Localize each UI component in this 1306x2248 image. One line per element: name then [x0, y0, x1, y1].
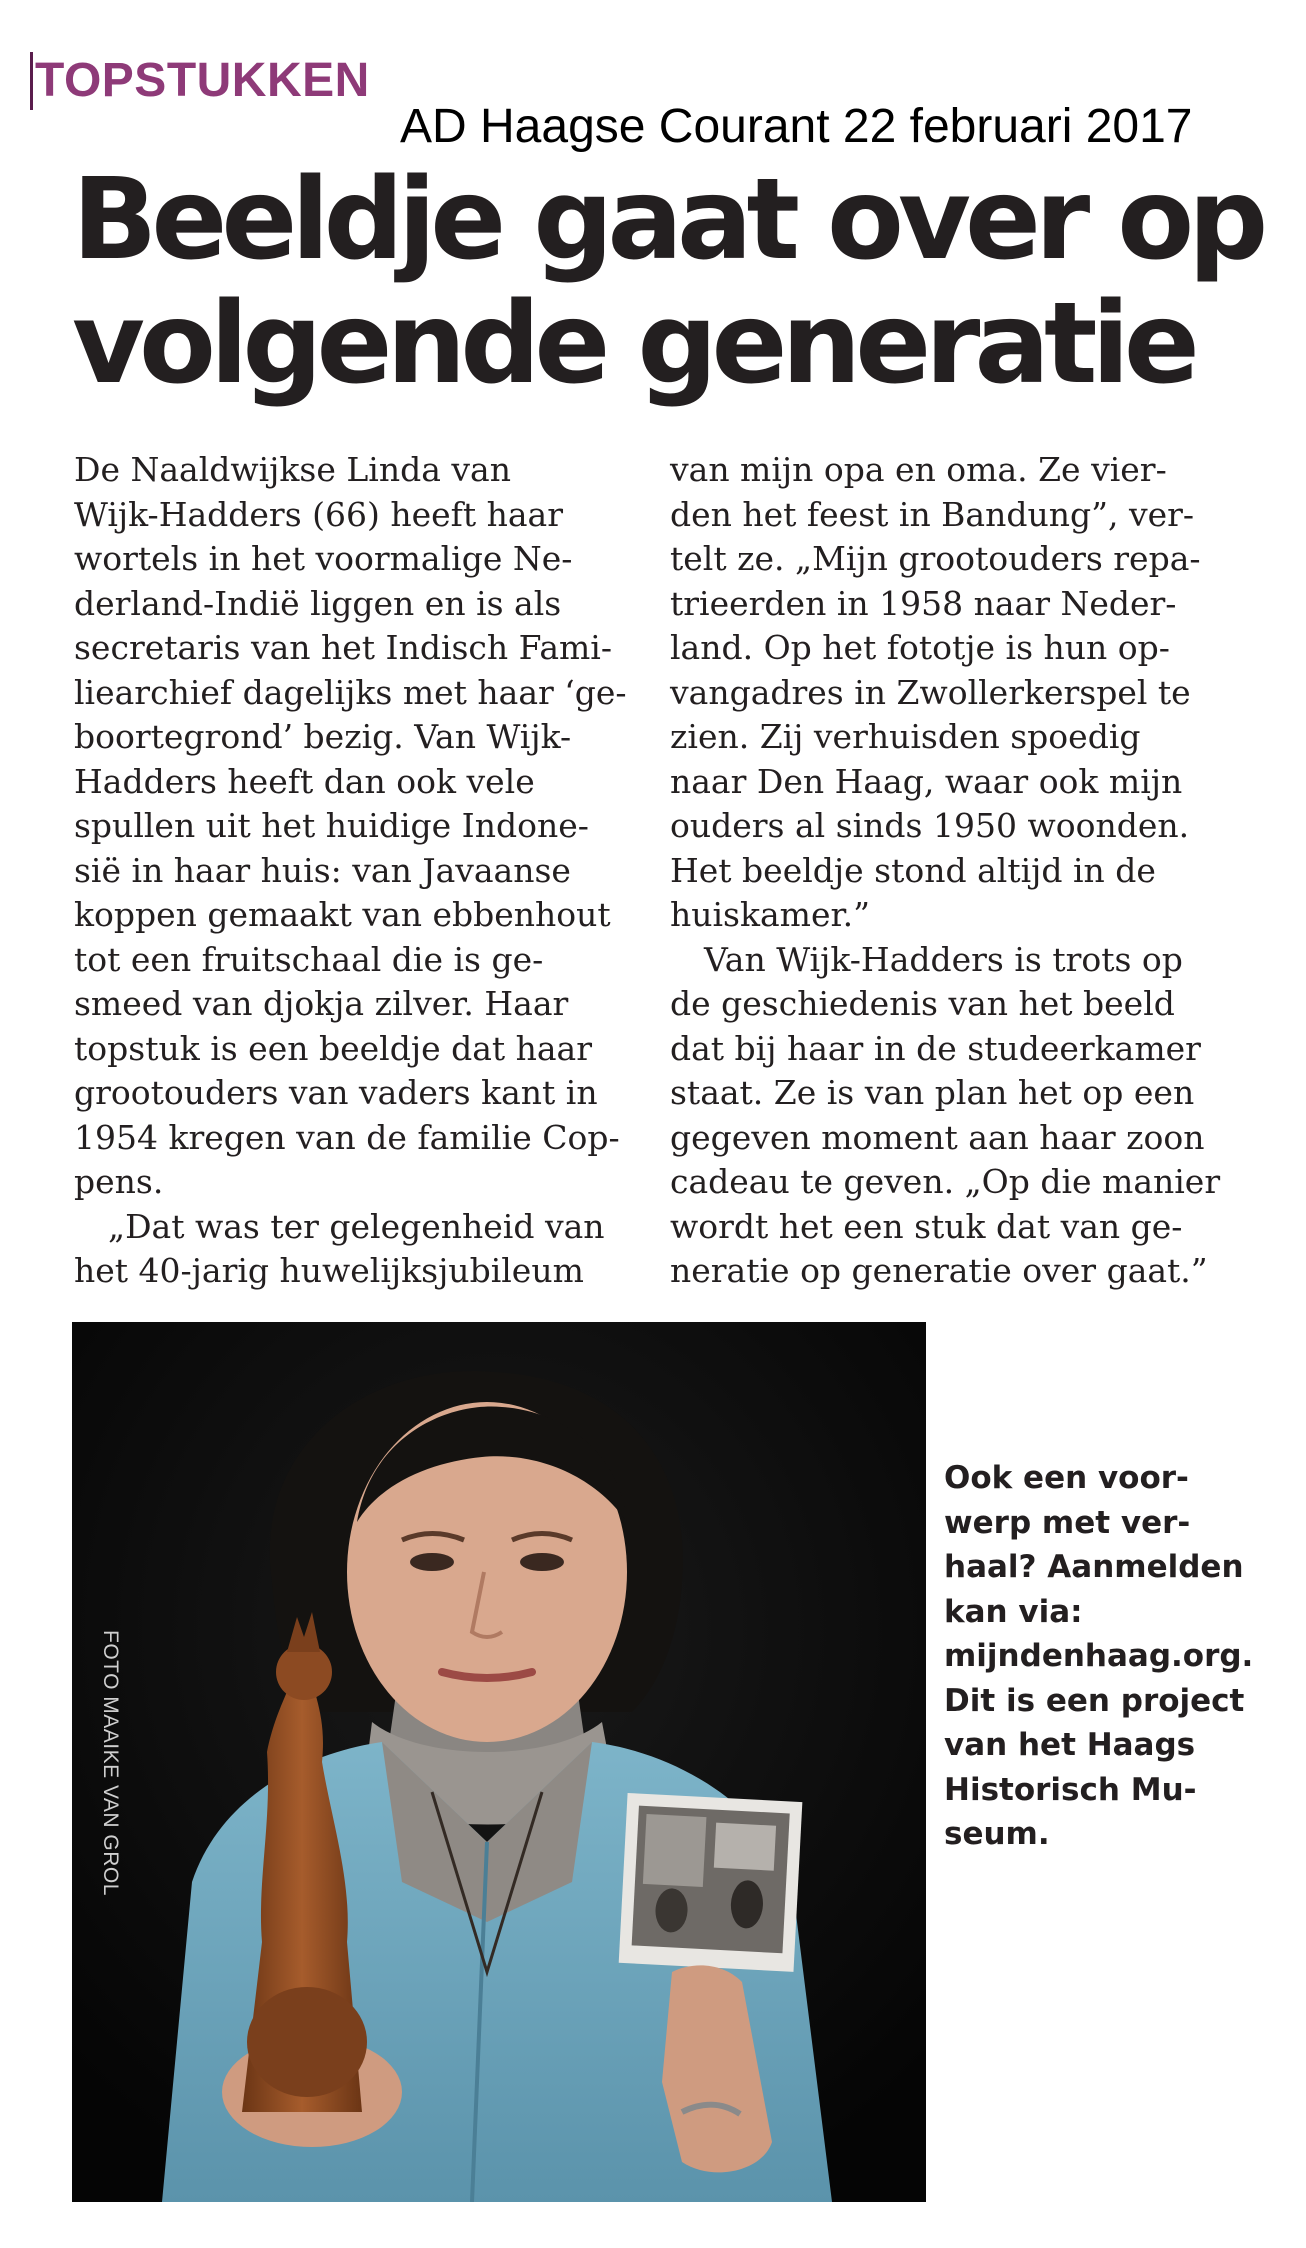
portrait-photo: [72, 1322, 926, 2202]
paragraph: De Naaldwijkse Linda van Wijk-Hadders (66) heeft haar wortels in het voormalige Ne- derland-Indië liggen en is als secretaris van het Indisch Fami- liearchief dagelijks met haar ‘ge- boortegrond’ bezig. Van Wijk- Hadders heeft dan ook vele spullen uit het huidige Indone- sië in haar huis: van Javaanse koppen gemaakt van ebbenhout tot een fruitschaal die is ge- smeed van djokja zilver. Haar topstuk is een beeldje dat haar grootouders van vaders kant in 1954 kregen van de familie Cop- pens.: [74, 450, 627, 1201]
portrait-illustration: [72, 1322, 926, 2202]
headline: Beeldje gaat over op volgende generatie: [72, 155, 1263, 409]
publication-line: AD Haagse Courant 22 februari 2017: [400, 100, 1193, 153]
section-label: TOPSTUKKEN: [30, 52, 395, 110]
photo-credit: FOTO MAAIKE VAN GROL: [99, 1630, 122, 1896]
article-column-right: [670, 448, 1230, 1298]
sidebar-callout: Ook een voor- werp met ver- haal? Aanmelden kan via: mijndenhaag.org. Dit is een project van het Haags Historisch Mu- seum.: [944, 1460, 1254, 1852]
article-column-left: [74, 448, 634, 1298]
paragraph: „Dat was ter gelegenheid van het 40-jarig huwelijksjubileum: [74, 1206, 605, 1290]
paragraph: van mijn opa en oma. Ze vier- den het feest in Bandung”, ver- telt ze. „Mijn grootouders repa- trieerden in 1958 naar Neder- land. Op het fototje is hun op- vangadres in Zwollerkerspel te zien. Zij verhuisden spoedig naar Den Haag, waar ook mijn ouders al sinds 1950 woonden. Het beeldje stond altijd in de huiskamer.”: [670, 450, 1201, 934]
paragraph: Van Wijk-Hadders is trots op de geschiedenis van het beeld dat bij haar in de studeerkamer staat. Ze is van plan het op een gegeven moment aan haar zoon cadeau te geven. „Op die manier wordt het een stuk dat van ge- neratie op generatie over gaat.”: [670, 939, 1221, 1290]
